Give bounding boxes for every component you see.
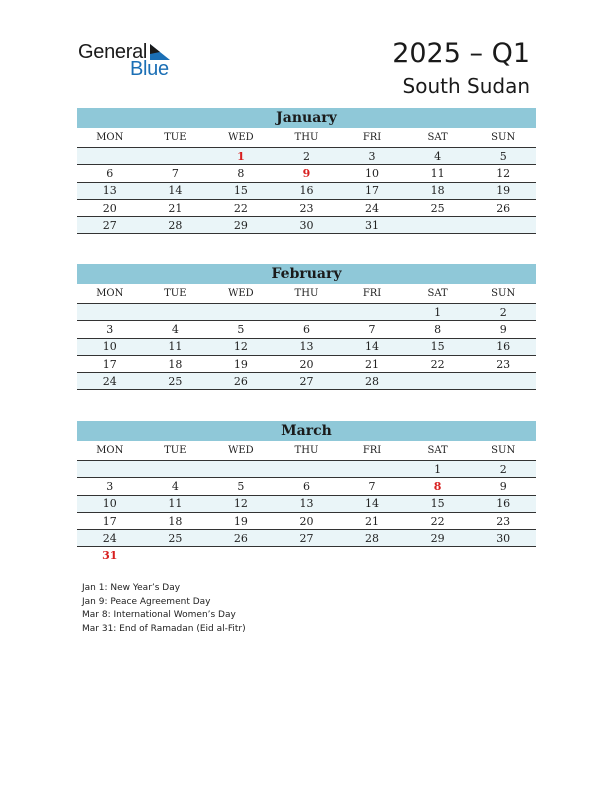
day-cell: 26 xyxy=(208,373,274,390)
day-cell: 29 xyxy=(405,530,471,547)
day-cell: 31 xyxy=(339,217,405,234)
day-cell: 2 xyxy=(274,148,340,165)
day-cell: 24 xyxy=(77,530,143,547)
month-header: March xyxy=(77,421,536,441)
day-cell: 25 xyxy=(143,530,209,547)
day-cell: 23 xyxy=(470,355,536,372)
month-january xyxy=(77,108,536,234)
day-cell: 9 xyxy=(274,165,340,182)
day-cell: 28 xyxy=(339,530,405,547)
week-row xyxy=(77,355,536,372)
day-cell: 19 xyxy=(208,512,274,529)
day-cell xyxy=(208,461,274,478)
week-row xyxy=(77,547,536,564)
day-cell xyxy=(77,304,143,321)
day-cell: 15 xyxy=(405,495,471,512)
day-cell: 18 xyxy=(143,355,209,372)
weekday-label: WED xyxy=(208,128,274,148)
day-cell: 8 xyxy=(405,321,471,338)
weekday-label: THU xyxy=(274,441,340,461)
day-cell: 31 xyxy=(102,549,118,563)
country-name: South Sudan xyxy=(402,74,530,98)
day-cell: 21 xyxy=(143,199,209,216)
day-cell: 16 xyxy=(470,338,536,355)
day-cell xyxy=(339,461,405,478)
day-cell xyxy=(470,547,536,564)
weekday-label: SAT xyxy=(405,128,471,148)
day-cell: 10 xyxy=(77,495,143,512)
day-cell: 5 xyxy=(208,321,274,338)
day-cell: 21 xyxy=(339,355,405,372)
weekday-label: SUN xyxy=(470,284,536,304)
day-cell: 30 xyxy=(470,530,536,547)
day-cell: 26 xyxy=(470,199,536,216)
day-cell: 14 xyxy=(339,338,405,355)
month-march xyxy=(77,421,536,564)
day-cell: 2 xyxy=(470,304,536,321)
day-cell: 16 xyxy=(274,182,340,199)
day-cell xyxy=(143,304,209,321)
week-row xyxy=(77,373,536,390)
weekday-label: WED xyxy=(208,284,274,304)
day-cell xyxy=(143,461,209,478)
day-cell: 1 xyxy=(208,148,274,165)
day-cell: 20 xyxy=(274,512,340,529)
week-row xyxy=(77,478,536,495)
week-row xyxy=(77,512,536,529)
day-cell xyxy=(143,547,209,564)
month-header: February xyxy=(77,264,536,284)
weekday-label: THU xyxy=(274,128,340,148)
day-cell: 24 xyxy=(77,373,143,390)
calendar-grid xyxy=(77,284,536,390)
day-cell: 10 xyxy=(77,338,143,355)
day-cell: 19 xyxy=(470,182,536,199)
day-cell xyxy=(274,547,340,564)
day-cell: 14 xyxy=(339,495,405,512)
day-cell: 15 xyxy=(208,182,274,199)
week-row xyxy=(77,495,536,512)
calendar-grid xyxy=(77,441,536,564)
holiday-note: Mar 31: End of Ramadan (Eid al-Fitr) xyxy=(82,623,246,634)
weekday-label: FRI xyxy=(339,441,405,461)
day-cell: 17 xyxy=(77,355,143,372)
day-cell: 27 xyxy=(274,530,340,547)
day-cell: 11 xyxy=(143,338,209,355)
holiday-note: Jan 9: Peace Agreement Day xyxy=(82,596,211,607)
day-cell: 10 xyxy=(339,165,405,182)
day-cell: 4 xyxy=(405,148,471,165)
day-cell: 9 xyxy=(470,321,536,338)
week-row xyxy=(77,338,536,355)
week-row xyxy=(77,182,536,199)
day-cell: 11 xyxy=(143,495,209,512)
weekday-label: MON xyxy=(77,128,143,148)
day-cell: 3 xyxy=(339,148,405,165)
day-cell: 5 xyxy=(470,148,536,165)
day-cell: 27 xyxy=(274,373,340,390)
day-cell: 1 xyxy=(405,461,471,478)
day-cell: 12 xyxy=(470,165,536,182)
week-row xyxy=(77,199,536,216)
day-cell: 19 xyxy=(208,355,274,372)
week-row xyxy=(77,461,536,478)
day-cell: 24 xyxy=(339,199,405,216)
day-cell: 8 xyxy=(405,478,471,495)
day-cell: 13 xyxy=(274,338,340,355)
day-cell: 21 xyxy=(339,512,405,529)
day-cell: 25 xyxy=(405,199,471,216)
day-cell: 7 xyxy=(339,321,405,338)
day-cell: 16 xyxy=(470,495,536,512)
day-cell xyxy=(470,373,536,390)
day-cell: 12 xyxy=(208,495,274,512)
day-cell xyxy=(274,304,340,321)
day-cell: 13 xyxy=(77,182,143,199)
day-cell: 11 xyxy=(405,165,471,182)
weekday-label: THU xyxy=(274,284,340,304)
month-february xyxy=(77,264,536,390)
day-cell xyxy=(208,304,274,321)
weekday-label: TUE xyxy=(143,128,209,148)
day-cell: 27 xyxy=(77,217,143,234)
weekday-label: TUE xyxy=(143,284,209,304)
day-cell: 5 xyxy=(208,478,274,495)
weekday-label: MON xyxy=(77,284,143,304)
day-cell: 3 xyxy=(77,321,143,338)
month-header: January xyxy=(77,108,536,128)
day-cell: 4 xyxy=(143,478,209,495)
weekday-label: FRI xyxy=(339,284,405,304)
weekday-label: FRI xyxy=(339,128,405,148)
day-cell: 29 xyxy=(208,217,274,234)
weekday-label: TUE xyxy=(143,441,209,461)
day-cell: 13 xyxy=(274,495,340,512)
logo-blue-text: Blue xyxy=(130,58,169,80)
day-cell: 22 xyxy=(405,355,471,372)
day-cell xyxy=(405,217,471,234)
day-cell: 28 xyxy=(339,373,405,390)
page-title: 2025 – Q1 xyxy=(392,38,530,69)
day-cell xyxy=(77,148,143,165)
day-cell: 25 xyxy=(143,373,209,390)
day-cell: 23 xyxy=(470,512,536,529)
day-cell: 9 xyxy=(470,478,536,495)
day-cell: 6 xyxy=(274,321,340,338)
day-cell: 30 xyxy=(274,217,340,234)
holiday-notes xyxy=(82,582,246,636)
day-cell xyxy=(274,461,340,478)
day-cell: 15 xyxy=(405,338,471,355)
week-row xyxy=(77,165,536,182)
day-cell: 22 xyxy=(208,199,274,216)
day-cell: 7 xyxy=(339,478,405,495)
weekday-label: SAT xyxy=(405,441,471,461)
holiday-note: Jan 1: New Year’s Day xyxy=(82,583,181,593)
day-cell: 20 xyxy=(77,199,143,216)
day-cell xyxy=(143,148,209,165)
day-cell: 6 xyxy=(274,478,340,495)
day-cell: 8 xyxy=(208,165,274,182)
week-row xyxy=(77,148,536,165)
week-row xyxy=(77,217,536,234)
day-cell: 12 xyxy=(208,338,274,355)
day-cell: 20 xyxy=(274,355,340,372)
day-cell: 18 xyxy=(143,512,209,529)
day-cell: 18 xyxy=(405,182,471,199)
week-row xyxy=(77,530,536,547)
day-cell xyxy=(405,547,471,564)
day-cell: 26 xyxy=(208,530,274,547)
holiday-note: Mar 8: International Women’s Day xyxy=(82,610,236,620)
weekday-label: MON xyxy=(77,441,143,461)
day-cell: 28 xyxy=(143,217,209,234)
day-cell: 6 xyxy=(77,165,143,182)
weekday-label: WED xyxy=(208,441,274,461)
day-cell: 17 xyxy=(77,512,143,529)
weekday-label: SAT xyxy=(405,284,471,304)
day-cell: 2 xyxy=(470,461,536,478)
day-cell xyxy=(208,547,274,564)
day-cell: 14 xyxy=(143,182,209,199)
calendar-grid xyxy=(77,128,536,234)
week-row xyxy=(77,321,536,338)
day-cell: 1 xyxy=(405,304,471,321)
day-cell xyxy=(470,217,536,234)
day-cell: 17 xyxy=(339,182,405,199)
day-cell xyxy=(405,373,471,390)
day-cell xyxy=(339,547,405,564)
logo-general-text: General xyxy=(78,41,148,63)
week-row xyxy=(77,304,536,321)
day-cell xyxy=(77,461,143,478)
weekday-label: SUN xyxy=(470,128,536,148)
day-cell: 4 xyxy=(143,321,209,338)
day-cell: 7 xyxy=(143,165,209,182)
day-cell: 22 xyxy=(405,512,471,529)
day-cell: 23 xyxy=(274,199,340,216)
day-cell: 3 xyxy=(77,478,143,495)
weekday-label: SUN xyxy=(470,441,536,461)
day-cell xyxy=(339,304,405,321)
